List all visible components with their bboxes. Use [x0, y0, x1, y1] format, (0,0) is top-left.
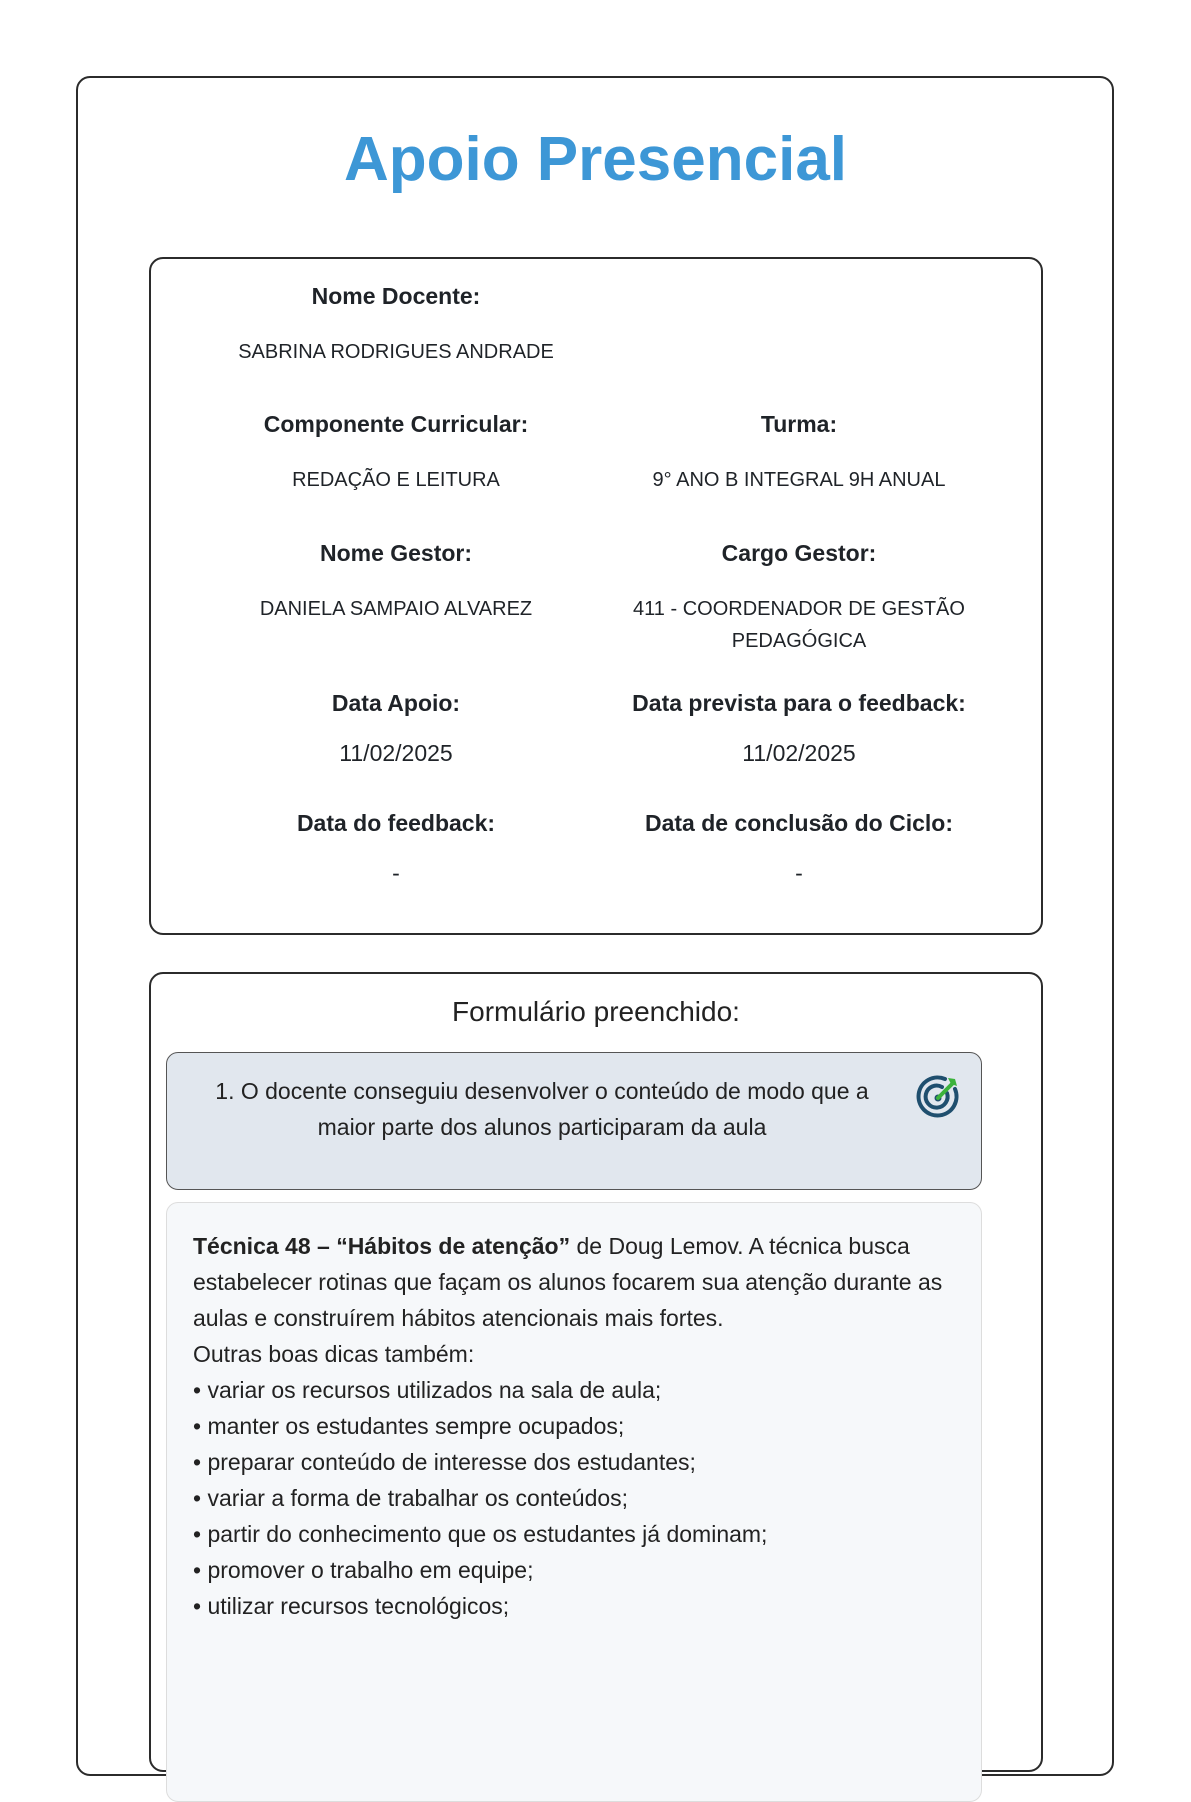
list-item: • preparar conteúdo de interesse dos estudantes;	[193, 1444, 955, 1480]
nome-docente	[196, 283, 596, 368]
list-item: • promover o trabalho em equipe;	[193, 1552, 955, 1588]
nome-gestor	[196, 540, 596, 625]
tip-list	[193, 1372, 955, 1624]
data-apoio	[196, 690, 596, 769]
value: DANIELA SAMPAIO ALVAREZ	[259, 598, 533, 620]
value: 411 - COORDENADOR DE GESTÃO PEDAGÓGICA	[633, 598, 965, 652]
value: 11/02/2025	[742, 740, 856, 766]
tip-technique: Técnica 48 – “Hábitos de atenção”	[193, 1233, 571, 1259]
value: SABRINA RODRIGUES ANDRADE	[238, 341, 554, 363]
componente-curricular	[196, 411, 596, 496]
form-card	[149, 972, 1043, 1772]
list-item: • partir do conhecimento que os estudantes já dominam;	[193, 1516, 955, 1552]
value: REDAÇÃO E LEITURA	[292, 469, 500, 491]
form-title: Formulário preenchido:	[452, 996, 740, 1027]
label: Data de conclusão do Ciclo:	[645, 810, 953, 836]
data-conclusao-ciclo	[599, 810, 999, 889]
page-title: Apoio Presencial	[343, 125, 848, 194]
data-feedback	[196, 810, 596, 889]
cargo-gestor	[599, 540, 999, 657]
label: Nome Docente:	[311, 283, 481, 309]
turma	[599, 411, 999, 496]
tip-intro	[193, 1228, 955, 1336]
label: Data Apoio:	[331, 690, 461, 716]
data-prevista-feedback	[599, 690, 999, 769]
label: Componente Curricular:	[263, 411, 529, 437]
label: Nome Gestor:	[319, 540, 473, 566]
question-item	[166, 1052, 982, 1190]
label: Data do feedback:	[296, 810, 496, 836]
value: -	[392, 860, 400, 886]
target-arrow-icon	[915, 1073, 961, 1119]
label: Data prevista para o feedback:	[632, 690, 966, 716]
label: Turma:	[760, 411, 838, 437]
tip-subtitle: Outras boas dicas também:	[193, 1341, 475, 1367]
value: -	[795, 860, 803, 886]
value: 11/02/2025	[339, 740, 453, 766]
tip-description: de Doug Lemov. A técnica busca estabelecer rotinas que façam os alunos focarem sua atenção durante as aulas e construírem hábitos atencionais mais fortes.	[193, 1233, 943, 1331]
question-text: 1. O docente conseguiu desenvolver o conteúdo de modo que a maior parte dos alunos participaram da aula	[215, 1078, 869, 1140]
info-card	[149, 257, 1043, 935]
list-item: • variar a forma de trabalhar os conteúdos;	[193, 1480, 955, 1516]
tip-box	[166, 1202, 982, 1802]
list-item: • utilizar recursos tecnológicos;	[193, 1588, 955, 1624]
label: Cargo Gestor:	[721, 540, 877, 566]
value: 9° ANO B INTEGRAL 9H ANUAL	[652, 469, 946, 491]
list-item: • manter os estudantes sempre ocupados;	[193, 1408, 955, 1444]
list-item: • variar os recursos utilizados na sala de aula;	[193, 1372, 955, 1408]
